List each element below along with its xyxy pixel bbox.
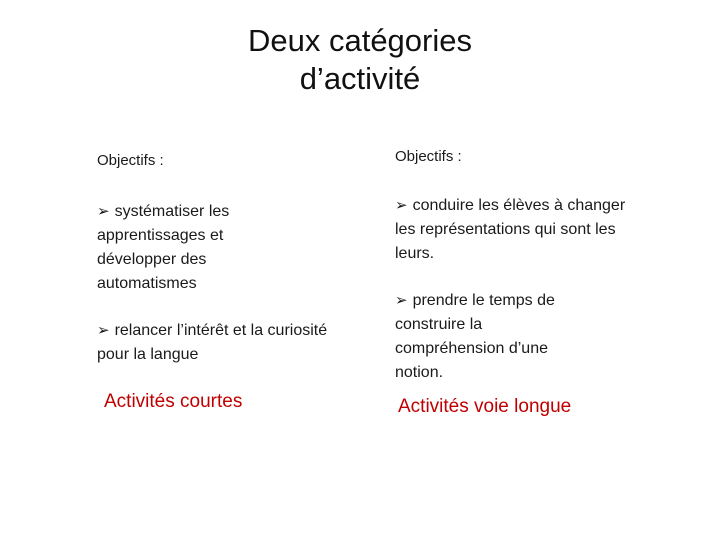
arrow-bullet-icon: ➢ — [395, 291, 408, 309]
slide-title — [0, 22, 720, 98]
left-bullet-2-text: relancer l’intérêt et la curiosité pour la langue — [97, 322, 328, 363]
left-objectives-label: Objectifs : — [97, 152, 164, 169]
arrow-bullet-icon: ➢ — [395, 196, 408, 214]
right-bullet-2 — [395, 288, 595, 385]
left-bullet-2 — [97, 318, 337, 367]
left-bullet-1 — [97, 199, 297, 296]
arrow-bullet-icon: ➢ — [97, 202, 110, 220]
left-bullet-1-text: systématiser les apprentissages et développer des automatismes — [97, 203, 230, 292]
right-category-label: Activités voie longue — [398, 396, 572, 417]
title-line-2: d’activité — [299, 61, 421, 96]
arrow-bullet-icon: ➢ — [97, 321, 110, 339]
right-bullet-2-text: prendre le temps de construire la compréhension d’une notion. — [395, 292, 555, 381]
left-category-label: Activités courtes — [104, 391, 243, 412]
right-bullet-1 — [395, 193, 645, 266]
right-objectives-label: Objectifs : — [395, 148, 462, 165]
right-bullet-1-text: conduire les élèves à changer les représentations qui sont les leurs. — [395, 197, 626, 262]
title-line-1: Deux catégories — [247, 23, 472, 58]
